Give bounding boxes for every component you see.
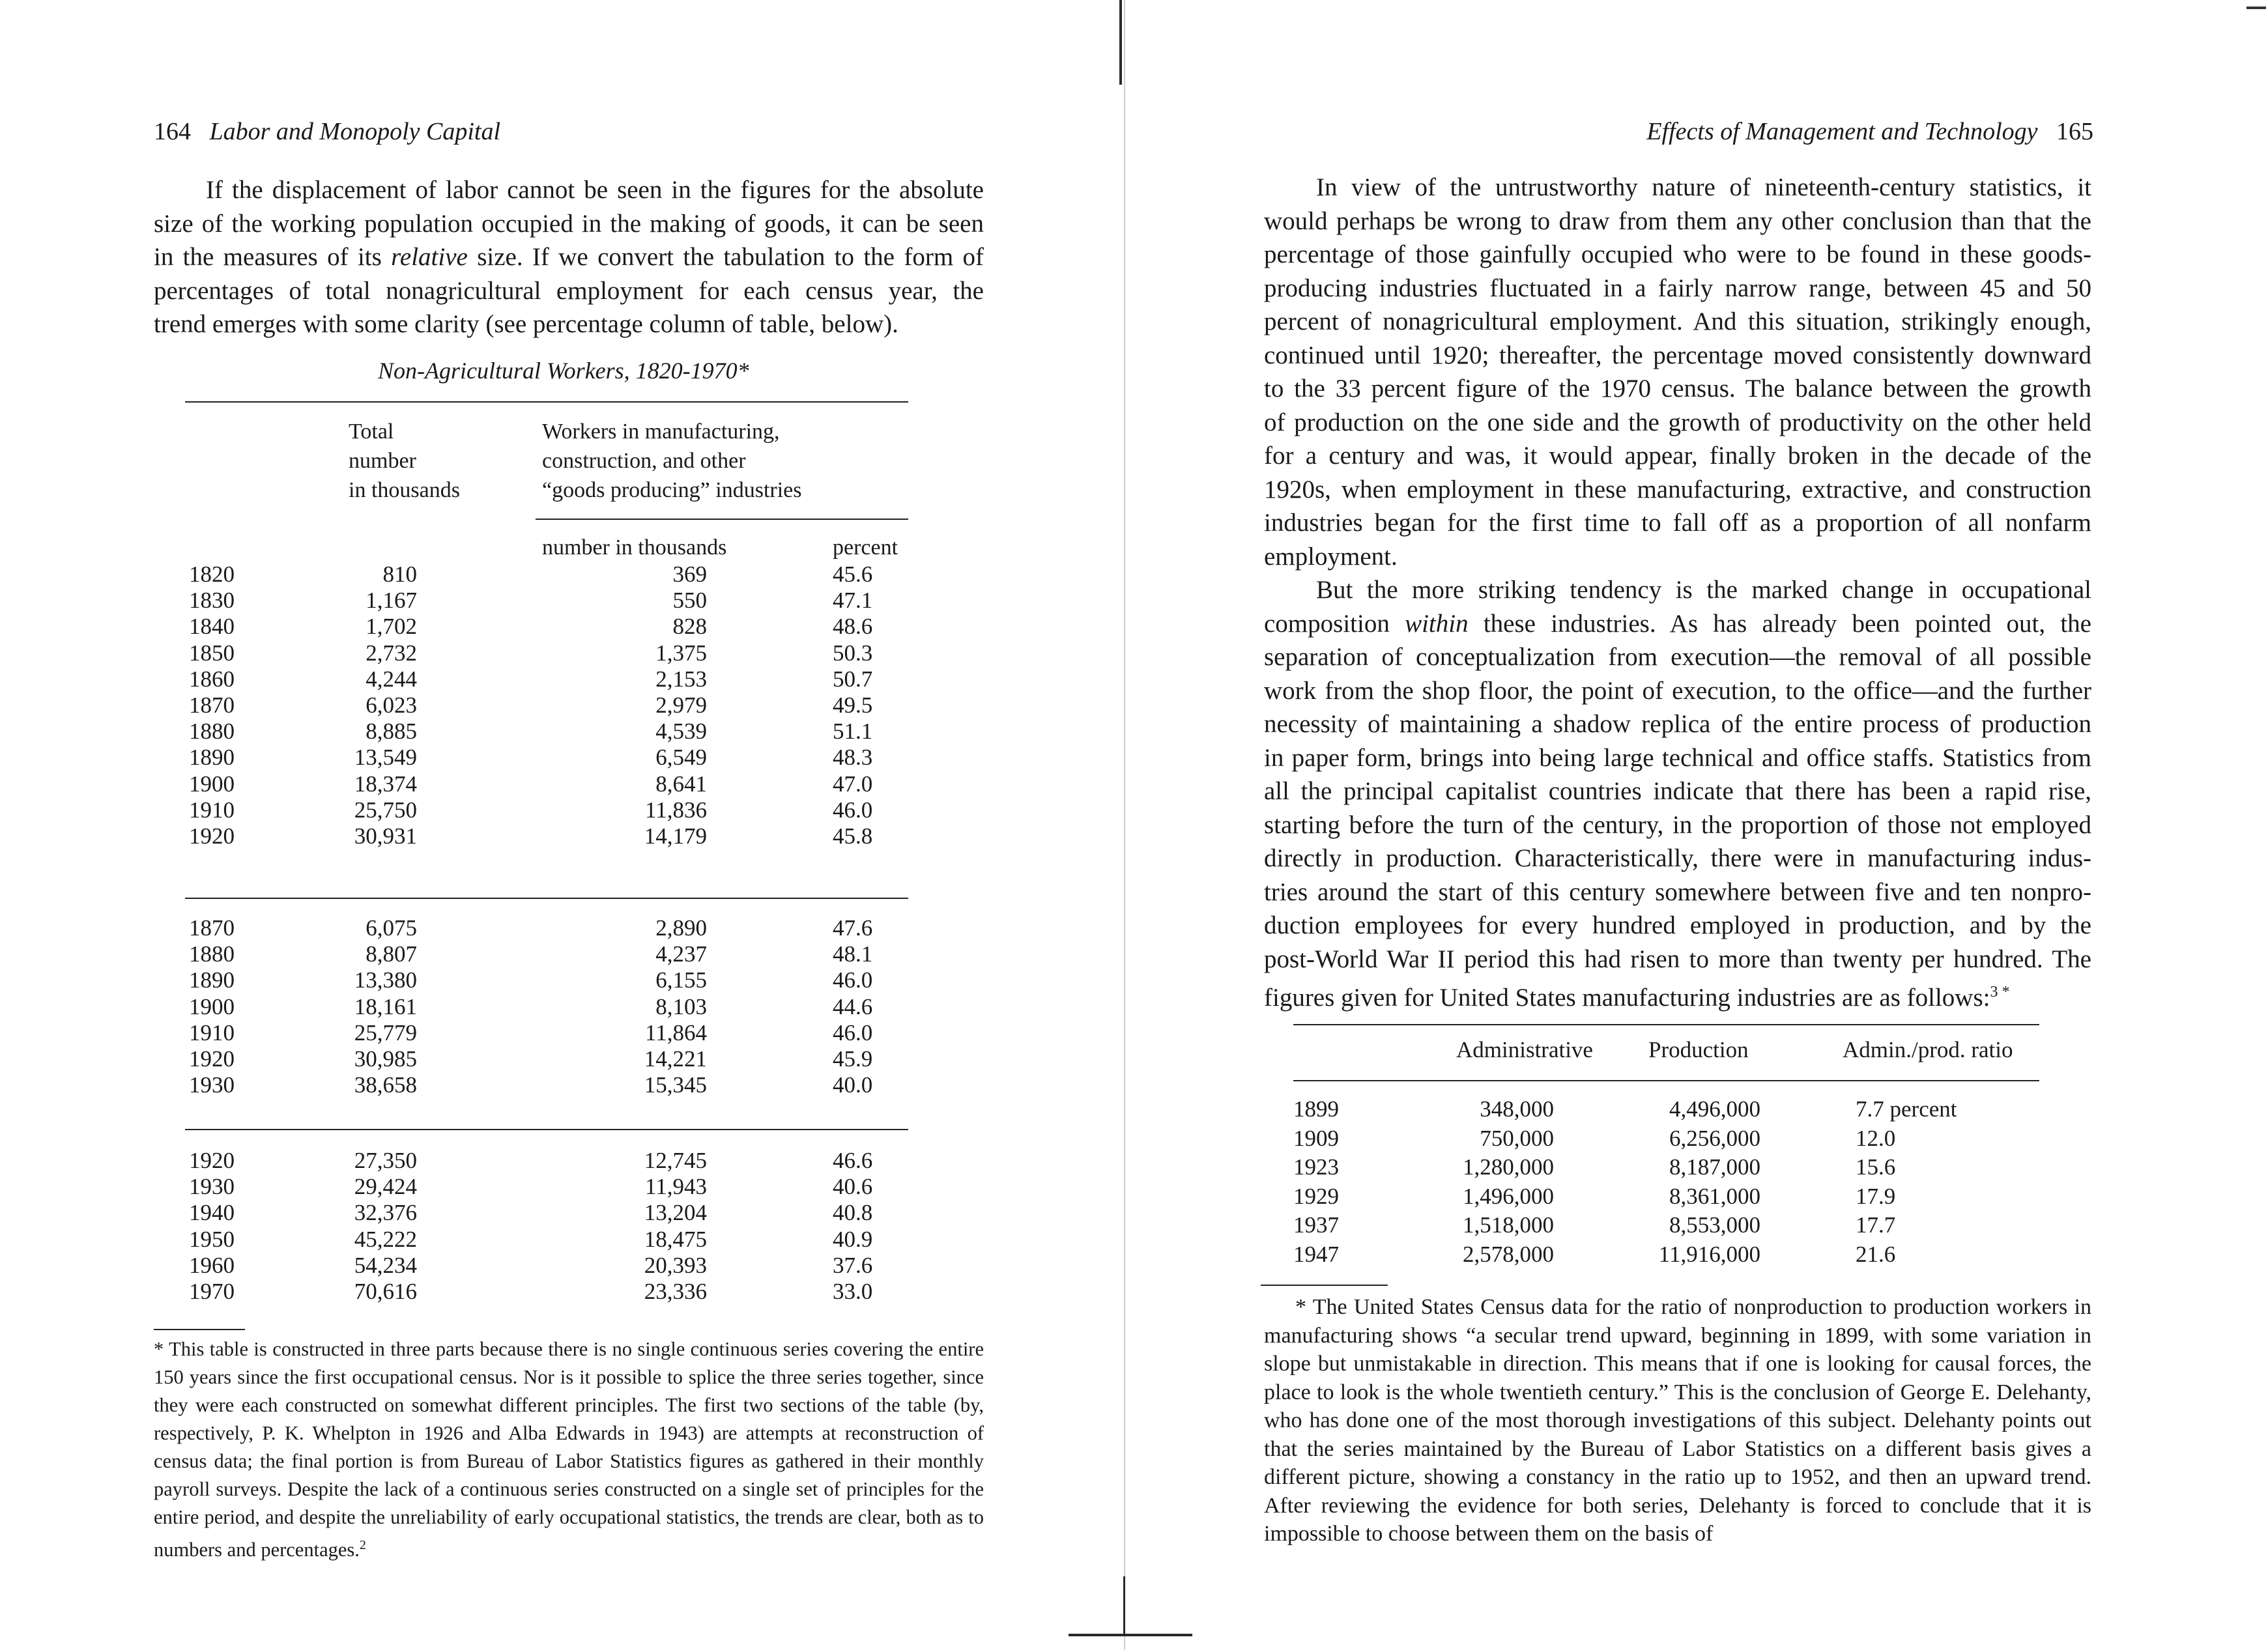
cell-percent: 46.0 [833,1019,873,1045]
cell-percent: 33.0 [833,1279,873,1304]
cell-prod: 8,361,000 [1669,1183,1760,1209]
table-row [0,1184,2085,1211]
cell-admin: 1,496,000 [1463,1183,1554,1209]
cell-admin: 1,518,000 [1463,1212,1554,1238]
footnote: * The United States Census data for the ratio of nonproduction to production workers in manufacturing shows “a secular trend upward, beginning in 1899, with some variation in slope but unmistakable in direction. This means that if one is looking for causal forces, the place to look is the whole twentieth century.” This is the conclusion of George E. Delehanty, who has done one of the most thorough investigations of this subject. Delehanty points out that the series maintained by the Bureau of Labor Statistics on a different basis gives a different picture, showing a constancy in the ratio up to 1952, and then an upward trend. After reviewing the evidence for both series, Delehanty is forced to conclude that it is impossible to choose between them on the basis of [1264,1295,2091,1546]
cell-percent: 45.9 [833,1046,873,1072]
cell-total: 6,075 [366,915,417,941]
cell-number: 14,221 [644,1046,707,1072]
cell-year: 1860 [189,666,235,692]
cell-number: 2,153 [655,666,707,692]
cell-year: 1950 [189,1226,235,1252]
text-line-content: figures given for United States manufacturing industries are as follows: [1264,984,1990,1012]
cell-admin: 750,000 [1480,1125,1554,1151]
table-top-rule [185,401,908,403]
cell-total: 6,023 [366,692,417,718]
text-line: necessity of maintaining a shadow replica of the entire process of production [1264,710,2091,738]
cell-year: 1930 [189,1072,235,1098]
cell-percent: 46.0 [833,797,873,823]
cell-percent: 40.0 [833,1072,873,1098]
cell-percent: 45.8 [833,823,873,849]
table-row [0,941,912,967]
cell-year: 1940 [189,1200,235,1226]
table-row [0,666,912,692]
cell-percent: 40.9 [833,1226,873,1252]
cell-total: 38,658 [354,1072,417,1098]
page-number: 164 [154,118,191,145]
cell-admin: 348,000 [1480,1096,1554,1122]
cell-year: 1920 [189,1148,235,1173]
cell-ratio: 12.0 [1856,1125,1896,1151]
text-line: of production on the one side and the growth of productivity on the other held [1264,408,2091,436]
running-head-right [1646,117,2093,146]
cell-total: 810 [382,562,417,587]
cell-ratio: 15.6 [1856,1154,1896,1180]
cell-number: 4,237 [655,941,707,967]
page-number: 165 [2056,118,2093,145]
text-line: starting before the turn of the century, in the proportion of those not employed [1264,810,2091,839]
cell-number: 2,890 [655,915,707,941]
text-line: work from the shop floor, the point of execution, to the office—and the further [1264,676,2091,705]
text-line: composition within these industries. As has already been pointed out, the [1264,609,2091,638]
cell-year: 1910 [189,1019,235,1045]
cell-ratio: 17.7 [1856,1212,1896,1238]
footnote-ref: 2 [359,1538,366,1552]
text-line: all the principal capitalist countries indicate that there has been a rapid rise, [1264,777,2091,805]
header-workers-line: Workers in manufacturing, [542,420,780,444]
cell-total: 32,376 [354,1200,417,1226]
running-title: Labor and Monopoly Capital [209,118,501,145]
cell-ratio: 17.9 [1856,1183,1896,1209]
cell-number: 14,179 [644,823,707,849]
cell-percent: 45.6 [833,562,873,587]
cell-total: 18,374 [354,771,417,797]
text-line [1264,976,2091,1015]
cell-number: 828 [672,614,707,640]
header-total-line: in thousands [349,478,460,502]
cell-number: 2,979 [655,692,707,718]
cell-percent: 46.6 [833,1148,873,1173]
emphasis: within [1405,609,1469,638]
section-rule [185,898,908,899]
table-row [0,1020,912,1046]
text-line: tries around the start of this century somewhere between five and ten nonpro- [1264,877,2091,906]
cell-year: 1820 [189,562,235,587]
table-row [0,692,912,718]
cell-prod: 8,553,000 [1669,1212,1760,1238]
table-row [0,915,912,941]
table-row [0,1126,2085,1153]
cell-total: 8,885 [366,718,417,745]
cell-percent: 49.5 [833,692,873,718]
cell-year: 1920 [189,1046,235,1072]
text-line: percent of nonagricultural employment. And this situation, strikingly enough, [1264,307,2091,335]
cell-total: 27,350 [354,1148,417,1173]
left-page [0,0,1127,1650]
cell-prod: 8,187,000 [1669,1154,1760,1180]
text-line: In view of the untrustworthy nature of nineteenth-century statistics, it [1316,173,2091,201]
cell-total: 54,234 [354,1252,417,1278]
cell-year: 1923 [1293,1154,1339,1180]
body-paragraph [154,173,984,341]
cell-year: 1840 [189,614,235,640]
cell-percent: 48.3 [833,745,873,771]
cell-year: 1880 [189,941,235,967]
cell-admin: 1,280,000 [1463,1154,1554,1180]
text-line: size of the working population occupied in the making of goods, it can be seen [154,209,984,238]
cell-number: 6,155 [655,967,707,993]
cell-number: 11,836 [645,797,707,823]
text-line: duction employees for every hundred employed in production, and by the [1264,911,2091,939]
table-row [0,771,912,797]
cell-year: 1929 [1293,1183,1339,1209]
cell-number: 20,393 [644,1252,707,1278]
cell-number: 1,375 [655,640,707,666]
text-line: producing industries fluctuated in a fairly narrow range, between 45 and 50 [1264,274,2091,302]
subheader-percent: percent [833,535,898,560]
cell-year: 1960 [189,1252,235,1278]
text-line: would perhaps be wrong to draw from them any other conclusion than that the [1264,206,2091,235]
cell-admin: 2,578,000 [1463,1241,1554,1267]
text-line: continued until 1920; thereafter, the percentage moved consistently downward [1264,341,2091,369]
cell-percent: 37.6 [833,1252,873,1278]
text-line: in the measures of its relative size. If we convert the tabulation to the form of [154,243,984,271]
cell-number: 18,475 [644,1226,707,1252]
table-row [0,823,912,849]
cell-year: 1870 [189,915,235,941]
footnote-rule [154,1329,245,1330]
table-row [0,1279,912,1305]
text-line: If the displacement of labor cannot be seen in the figures for the absolute [206,176,984,204]
cell-number: 23,336 [644,1279,707,1304]
cell-total: 25,750 [354,797,417,823]
cell-percent: 50.3 [833,640,873,666]
cell-number: 4,539 [655,718,707,745]
table-title: Non-Agricultural Workers, 1820-1970* [378,358,749,384]
header-workers-line: construction, and other [542,449,746,473]
text-line: percentage of those gainfully occupied who were to be found in these goods- [1264,240,2091,268]
cell-year: 1900 [189,993,235,1019]
cell-percent: 44.6 [833,993,873,1019]
footnote-text: * This table is constructed in three parts because there is no single continuous series covering the entire 150 years since the first occupational census. Nor is it possible to splice the three series together, since they were each constructed on somewhat different principles. The first two sections of the table (by, respectively, P. K. Whelpton in 1926 and Alba Edwards in 1943) are attempts at reconstruction of census data; the final portion is from Bureau of Labor Statistics figures as gathered in their monthly payroll surveys. Despite the lack of a continuous series constructed on a single set of principles for the entire period, and despite the unreliability of early occupational statistics, the trends are clear, both as to numbers and percentages. [154,1338,984,1561]
text-line: in paper form, brings into being large technical and office staffs. Statistics from [1264,743,2091,772]
table-row [0,1046,912,1072]
footnote-rule [1261,1285,1388,1286]
cell-total: 1,167 [366,588,417,614]
table-row [0,797,912,823]
cell-percent: 47.6 [833,915,873,941]
body-paragraphs [1264,171,2091,1015]
cell-number: 6,549 [655,745,707,771]
cell-percent: 48.1 [833,941,873,967]
cell-percent: 51.1 [833,718,873,745]
cell-year: 1930 [189,1174,235,1200]
table-row [0,718,912,745]
header-workers-line: “goods producing” industries [542,478,802,502]
cell-year: 1870 [189,692,235,718]
cell-percent: 40.6 [833,1174,873,1200]
cell-year: 1890 [189,967,235,993]
table-row [0,967,912,993]
cell-total: 4,244 [366,666,417,692]
text-line: to the 33 percent figure of the 1970 census. The balance between the growth [1264,375,2091,403]
cell-total: 13,380 [354,967,417,993]
cell-number: 13,204 [644,1200,707,1226]
running-head-left [154,117,500,146]
cell-number: 550 [672,588,707,614]
cell-percent: 47.1 [833,588,873,614]
cell-total: 8,807 [366,941,417,967]
text-line: employment. [1264,542,1398,571]
cell-prod: 11,916,000 [1658,1241,1760,1267]
table-row [0,1072,912,1098]
cell-percent: 48.6 [833,614,873,640]
text-line: 1920s, when employment in these manufacturing, extractive, and construction [1264,475,2091,504]
cell-year: 1920 [189,823,235,849]
cell-percent: 46.0 [833,967,873,993]
table-row [0,1242,2085,1269]
running-title: Effects of Management and Technology [1646,118,2038,145]
cell-total: 2,732 [366,640,417,666]
table-row [0,588,912,614]
text-line: trend emerges with some clarity (see percentage column of table, below). [154,310,898,338]
text-line: But the more striking tendency is the marked change in occupational [1316,576,2091,604]
subheader-number: number in thousands [542,535,727,560]
col-header-administrative: Administrative [1456,1037,1593,1062]
header-workers [542,417,802,505]
cell-total: 30,985 [354,1046,417,1072]
col-header-ratio: Admin./prod. ratio [1843,1037,2013,1062]
cell-prod: 4,496,000 [1669,1096,1760,1122]
cell-year: 1937 [1293,1212,1339,1238]
table-header-rule [1293,1080,2039,1081]
text-line: for a century and was, it would appear, finally broken in the decade of the [1264,442,2091,470]
cell-number: 11,943 [645,1174,707,1200]
col-header-production: Production [1648,1037,1749,1062]
table-top-rule [1293,1024,2039,1025]
table-row [0,994,912,1020]
table-row [0,562,912,588]
text-line: directly in production. Characteristically, there were in manufacturing indus- [1264,844,2091,872]
table-row [0,745,912,771]
cell-number: 8,103 [655,993,707,1019]
text-line: post-World War II period this had risen to more than twenty per hundred. The [1264,945,2091,973]
table-row [0,614,912,640]
cell-ratio: 7.7 percent [1856,1096,1957,1122]
cell-total: 25,779 [354,1019,417,1045]
text-line: percentages of total nonagricultural employment for each census year, the [154,276,984,305]
header-total-line: number [349,449,416,473]
table-row [0,1096,2085,1124]
cell-year: 1880 [189,718,235,745]
emphasis: relative [391,243,468,271]
cell-total: 70,616 [354,1279,417,1304]
cell-total: 29,424 [354,1174,417,1200]
header-total [349,417,460,505]
cell-year: 1850 [189,640,235,666]
footnote [154,1335,984,1564]
text-line: industries began for the first time to fall off as a proportion of all nonfarm [1264,509,2091,537]
cell-number: 369 [672,562,707,587]
cell-number: 8,641 [655,771,707,797]
cell-year: 1899 [1293,1096,1339,1122]
cell-total: 1,702 [366,614,417,640]
header-total-line: Total [349,420,394,444]
cell-total: 13,549 [354,745,417,771]
cell-total: 45,222 [354,1226,417,1252]
footnote-refs: 3 * [1990,984,2010,1001]
cell-year: 1970 [189,1279,235,1304]
table-row [0,1154,2085,1182]
cell-total: 18,161 [354,993,417,1019]
cell-number: 15,345 [644,1072,707,1098]
cell-ratio: 21.6 [1856,1241,1896,1267]
cell-prod: 6,256,000 [1669,1125,1760,1151]
text-line: separation of conceptualization from execution—the removal of all possible [1264,643,2091,671]
cell-year: 1947 [1293,1241,1339,1267]
cell-year: 1910 [189,797,235,823]
cell-total: 30,931 [354,823,417,849]
cell-percent: 50.7 [833,666,873,692]
cell-percent: 40.8 [833,1200,873,1226]
cell-percent: 47.0 [833,771,873,797]
table-row [0,1212,2085,1240]
table-subheader-rule [536,519,908,520]
cell-year: 1890 [189,745,235,771]
table-row [0,640,912,666]
cell-year: 1900 [189,771,235,797]
cell-number: 11,864 [645,1019,707,1045]
cell-year: 1909 [1293,1125,1339,1151]
cell-number: 12,745 [644,1148,707,1173]
cell-year: 1830 [189,588,235,614]
